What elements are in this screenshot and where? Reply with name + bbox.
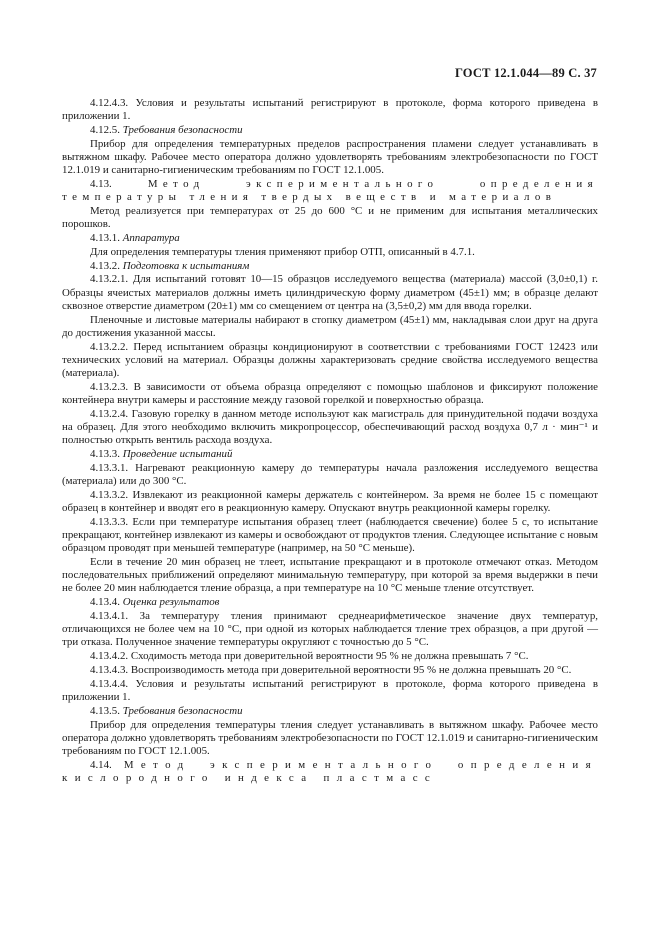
paragraph-4-13-3-3: 4.13.3.3. Если при температуре испытания образец тлеет (наблюдается свечение) более 5 с, то испытание прекращают, контейнер извлекают из камеры и освобождают от продуктов тления. Следующее испытание с новым образцом проводят при меньшей температуре (например, на 50 °С меньше). <box>62 515 598 555</box>
paragraph-4-13-3-2: 4.13.3.2. Извлекают из реакционной камеры держатель с контейнером. За время не более 15 с помещают образец в контейнер и вводят его в реакционную камеру. Опускают внутрь реакционной камеры горелку. <box>62 488 598 514</box>
paragraph-4-13-2-4: 4.13.2.4. Газовую горелку в данном методе используют как магистраль для принудительной подачи воздуха на образец. Для этого необходимо включить микропроцессор, обеспечивающий расход воздуха 0,7 л · мин⁻¹ и полностью открыть вентиль расхода воздуха. <box>62 407 598 447</box>
paragraph-4-12-4-3: 4.12.4.3. Условия и результаты испытаний регистрируют в протоколе, форма которого приведена в приложении 1. <box>62 97 598 123</box>
paragraph-4-13-4-1: 4.13.4.1. За температуру тления принимают среднеарифметическое значение двух температур, отличающихся не более чем на 10 °С, при одной из которых наблюдается тление трех образцов, а при другой — три отказа. Полученное значение температуры округляют с точностью до 5 °С. <box>62 610 598 649</box>
paragraph-4-13-2-3: 4.13.2.3. В зависимости от объема образца определяют с помощью шаблонов и фиксируют положение контейнера внутри камеры и расстояние между газовой горелкой и поверхностью образца. <box>62 380 598 406</box>
page-header: ГОСТ 12.1.044—89 С. 37 <box>454 66 597 80</box>
document-body <box>62 97 598 785</box>
section-4-13: 4.13. Метод экспериментального определения температуры тления твердых веществ и материалов <box>62 178 598 204</box>
paragraph-4-13-4-2: 4.13.4.2. Сходимость метода при доверительной вероятности 95 % не должна превышать 7 °С. <box>90 650 529 663</box>
paragraph-film-materials: Пленочные и листовые материалы набирают в стопку диаметром (45±1) мм, накладывая слои друг на друга до достижения указанной массы. <box>62 313 598 339</box>
section-4-14: 4.14. Метод экспериментального определения кислородного индекса пластмасс <box>62 758 598 784</box>
paragraph-4-13-1: Для определения температуры тления применяют прибор ОТП, описанный в 4.7.1. <box>90 245 475 258</box>
paragraph-4-13-2-2: 4.13.2.2. Перед испытанием образцы кондиционируют в соответствии с требованиями ГОСТ 12423 или технических условий на материал. Образцы должны характеризовать средние свойства исследуемого вещества (материала). <box>62 340 598 379</box>
heading-4-12-5: 4.12.5. Требования безопасности <box>90 124 243 136</box>
heading-4-13-2: 4.13.2. Подготовка к испытаниям <box>90 259 250 272</box>
paragraph-4-13-4-4: 4.13.4.4. Условия и результаты испытаний регистрируют в протоколе, форма которого приведена в приложении 1. <box>62 677 598 703</box>
paragraph-4-13-4-3: 4.13.4.3. Воспроизводимость метода при доверительной вероятности 95 % не должна превышать 20 °С. <box>90 664 572 676</box>
heading-4-13-1: 4.13.1. Аппаратура <box>90 232 180 244</box>
heading-4-13-5: 4.13.5. Требования безопасности <box>90 704 243 717</box>
paragraph-4-13-intro: Метод реализуется при температурах от 25 до 600 °С и не применим для испытания металлических порошков. <box>62 205 598 231</box>
paragraph-4-13-2-1: 4.13.2.1. Для испытаний готовят 10—15 образцов исследуемого вещества (материала) массой (3,0±0,1) г. Образцы ячеистых материалов должны иметь цилиндрическую форму диаметром (45±1) мм; в образце делают сквозное отверстие диаметром (20±1) мм со смещением от центра на (3,5±0,2) мм для ввода горелки. <box>62 273 598 312</box>
paragraph-4-13-3-1: 4.13.3.1. Нагревают реакционную камеру до температуры начала разложения исследуемого вещества (материала) или до 300 °С. <box>62 461 598 487</box>
paragraph-safety-1: Прибор для определения температурных пределов распространения пламени следует устанавливать в вытяжном шкафу. Рабочее место оператора должно удовлетворять требованиям электробезопасности по ГОСТ 12.1.019 и санитарно-гигиеническим требованиям по ГОСТ 12.1.005. <box>62 137 598 177</box>
heading-4-13-4: 4.13.4. Оценка результатов <box>90 596 220 609</box>
paragraph-refusal: Если в течение 20 мин образец не тлеет, испытание прекращают и в протоколе отмечают отказ. Методом последовательных приближений определяют минимальную температуру, при которой за время выдержки в печи не более 20 мин наблюдается тление образца, а при температуре на 10 °С меньше тление отсутствует. <box>62 556 598 595</box>
paragraph-safety-2: Прибор для определения температуры тления следует устанавливать в вытяжном шкафу. Рабочее место оператора должно удовлетворять требованиям электробезопасности по ГОСТ 12.1.019 и санитарно-гигиеническим требованиям по ГОСТ 12.1.005. <box>62 718 598 757</box>
heading-4-13-3: 4.13.3. Проведение испытаний <box>90 448 233 460</box>
